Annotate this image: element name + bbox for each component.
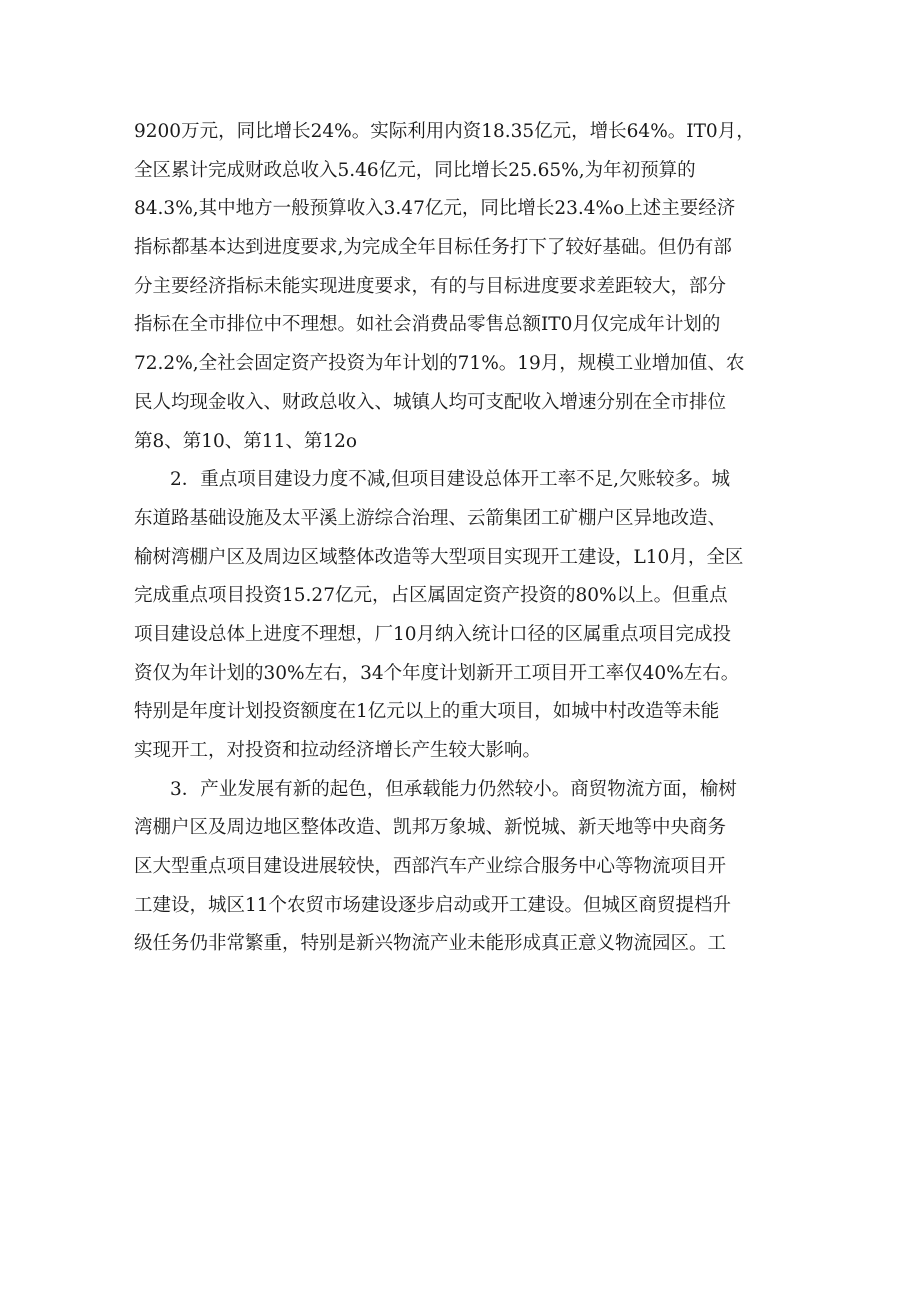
text-line: 工建设，城区11个农贸市场建设逐步启动或开工建设。但城区商贸提档升 [134,894,732,916]
text-line: 榆树湾棚户区及周边区域整体改造等大型项目实现开工建设，L10月，全区 [134,546,744,568]
text-line: 区大型重点项目建设进展较快，西部汽车产业综合服务中心等物流项目开 [134,856,727,878]
text-line: 9200万元，同比增长24%。实际利用内资18.35亿元，增长64%。IT0月， [134,121,755,142]
paragraph-3-start: 3．产业发展有新的起色，但承载能力仍然较小。商贸物流方面，榆树 [170,778,737,800]
text-line: 实现开工，对投资和拉动经济增长产生较大影响。 [134,740,542,761]
text-line: 分主要经济指标未能实现进度要求，有的与目标进度要求差距较大，部分 [134,275,727,297]
text-line: 东道路基础设施及太平溪上游综合治理、云箭集团工矿棚户区异地改造、 [134,507,727,529]
text-line: 指标都基本达到进度要求,为完成全年目标任务打下了较好基础。但仍有部 [134,237,732,259]
document-body [134,113,790,964]
text-line: 指标在全市排位中不理想。如社会消费品零售总额IT0月仅完成年计划的 [134,314,721,336]
text-line: 72.2%,全社会固定资产投资为年计划的71%。19月，规模工业增加值、农 [134,353,745,375]
paragraph-2-start: 2．重点项目建设力度不减,但项目建设总体开工率不足,欠账较多。城 [170,469,731,491]
text-line: 全区累计完成财政总收入5.46亿元，同比增长25.65%,为年初预算的 [134,159,696,181]
text-line: 民人均现金收入、财政总收入、城镇人均可支配收入增速分别在全市排位 [134,391,727,413]
text-line: 项目建设总体上进度不理想，厂10月纳入统计口径的区属重点项目完成投 [134,623,732,645]
text-line: 第8、第10、第11、第12o [134,430,358,452]
text-line: 级任务仍非常繁重，特别是新兴物流产业未能形成真正意义物流园区。工 [134,933,727,955]
text-line: 完成重点项目投资15.27亿元，占区属固定资产投资的80%以上。但重点 [134,585,728,607]
text-line: 湾棚户区及周边地区整体改造、凯邦万象城、新悦城、新天地等中央商务 [134,817,727,839]
text-line: 特别是年度计划投资额度在1亿元以上的重大项目，如城中村改造等未能 [134,701,720,723]
text-line: 资仅为年计划的30%左右，34个年度计划新开工项目开工率仅40%左右。 [134,662,740,684]
text-line: 84.3%,其中地方一般预算收入3.47亿元，同比增长23.4%o上述主要经济 [134,198,736,220]
